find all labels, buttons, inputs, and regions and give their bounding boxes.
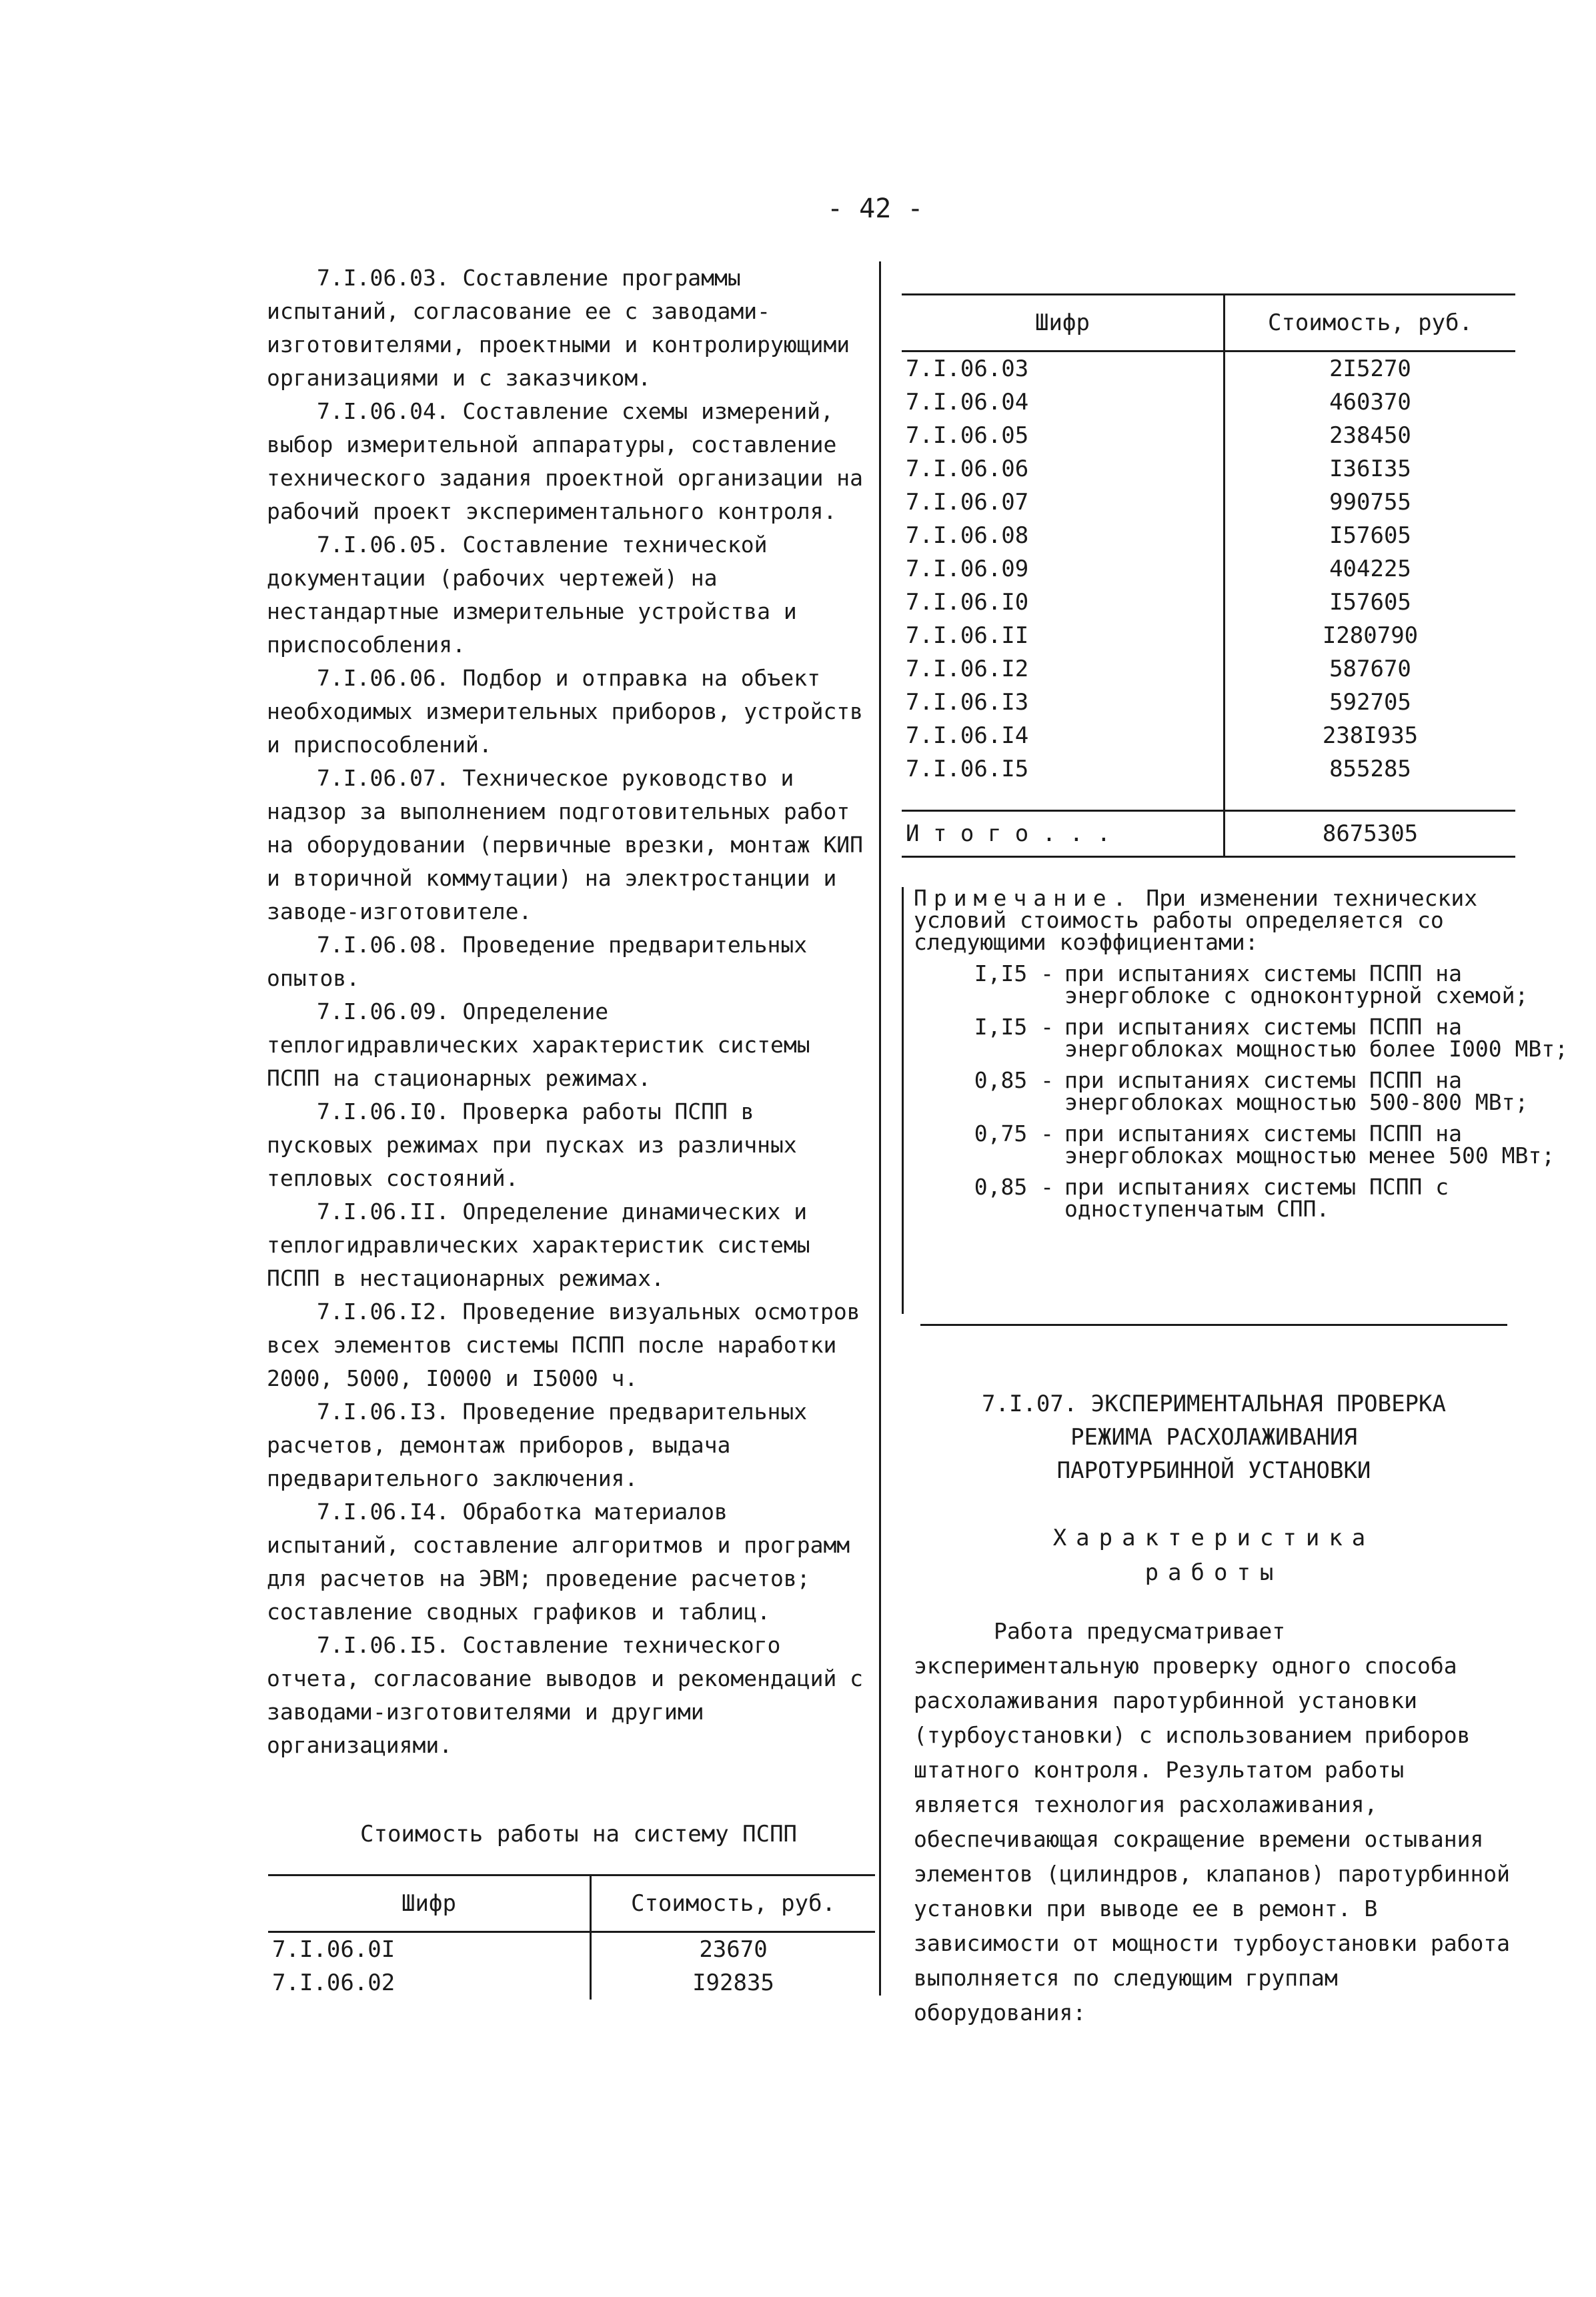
row-cost: 238450 — [1329, 422, 1411, 449]
paragraph-7-1-06-10: 7.I.06.I0. Проверка работы ПСПП в пусковых режимах при пусках из различных тепловых состояний. — [267, 1098, 797, 1191]
paragraph-7-1-06-04: 7.I.06.04. Составление схемы измерений, выбор измерительной аппаратуры, составление технического задания проектной организации на рабочий проект экспериментального контроля. — [267, 398, 864, 524]
paragraph-7-1-06-05: 7.I.06.05. Составление технической документации (рабочих чертежей) на нестандартные измерительные устройства и приспособления. — [267, 532, 797, 658]
row-code: 7.I.06.02 — [268, 1966, 591, 2000]
subheading-line: Характеристика — [1052, 1525, 1375, 1551]
paragraph-7-1-06-09: 7.I.06.09. Определение теплогидравлических характеристик системы ПСПП на стационарных режимах. — [267, 998, 810, 1091]
cost-table-left — [268, 1874, 875, 2000]
note-item-text: при испытаниях системы ПСПП на энергоблоках мощностью менее 500 МВт; — [1064, 1120, 1555, 1169]
row-cost: 592705 — [1329, 689, 1411, 716]
note-coef: I,I5 - — [974, 960, 1054, 986]
table-header-code: Шифр — [902, 295, 1225, 351]
section-heading-line: РЕЖИМА РАСХОЛАЖИВАНИЯ — [1070, 1424, 1357, 1451]
paragraph-7-1-06-13: 7.I.06.I3. Проведение предварительных расчетов, демонтаж приборов, выдача предварительного заключения. — [267, 1399, 808, 1491]
row-cost: 587670 — [1329, 656, 1411, 682]
table-total-row — [902, 811, 1515, 857]
table-row — [902, 486, 1515, 519]
table-row — [902, 552, 1515, 586]
paragraph-7-1-06-06: 7.I.06.06. Подбор и отправка на объект необходимых измерительных приборов, устройств и приспособлений. — [267, 665, 864, 758]
note-block — [914, 887, 1574, 1220]
row-code: 7.I.06.0I — [268, 1932, 591, 1967]
row-cost: I36I35 — [1329, 456, 1411, 482]
body-paragraph: Работа предусматривает экспериментальную проверку одного способа расхолаживания паротурбинной установки (турбоустановки) с использованием приборов штатного контроля. Результатом работы является технология расхолаживания, обеспечивающая сокращение времени остывания элементов (цилиндров, клапанов) паротурбинной установки при выводе ее в ремонт. В зависимости от мощности турбоустановки работа выполняется по следующим группам оборудования: — [914, 1618, 1511, 2026]
table-row — [902, 452, 1515, 486]
row-code: 7.I.06.I3 — [902, 686, 1225, 719]
paragraph-7-1-06-14: 7.I.06.I4. Обработка материалов испытаний, составление алгоритмов и программ для расчетов на ЭВМ; проведение расчетов; составление сводных графиков и таблиц. — [267, 1499, 850, 1625]
row-code: 7.I.06.05 — [902, 419, 1225, 452]
paragraph-7-1-06-07: 7.I.06.07. Техническое руководство и надзор за выполнением подготовительных работ на оборудовании (первичные врезки, монтаж КИП и вторичной коммутации) на электростанции и заводе-изготовителе. — [267, 765, 864, 924]
left-column — [267, 261, 870, 1762]
row-code: 7.I.06.08 — [902, 519, 1225, 552]
column-divider — [879, 261, 881, 1996]
note-coef: I,I5 - — [974, 1014, 1054, 1040]
table-row — [902, 351, 1515, 386]
row-code: 7.I.06.I4 — [902, 719, 1225, 752]
note-item-text: при испытаниях системы ПСПП с одноступенчатым СПП. — [1064, 1174, 1449, 1222]
total-label: И т о г о . . . — [902, 811, 1225, 857]
table-row — [902, 386, 1515, 419]
row-cost: 460370 — [1329, 389, 1411, 416]
note-item — [914, 1122, 1574, 1167]
subheading — [914, 1521, 1514, 1590]
section-rule — [920, 1324, 1507, 1326]
note-title: Примечание. — [914, 885, 1133, 911]
table-row — [902, 586, 1515, 619]
row-code: 7.I.06.06 — [902, 452, 1225, 486]
row-cost: 855285 — [1329, 756, 1411, 782]
note-item — [914, 962, 1574, 1006]
row-cost: I92835 — [692, 1970, 774, 1996]
note-item-text: при испытаниях системы ПСПП на энергоблоках мощностью более I000 МВт; — [1064, 1014, 1568, 1062]
row-code: 7.I.06.I2 — [902, 652, 1225, 686]
note-item-text: при испытаниях системы ПСПП на энергоблоках мощностью 500-800 МВт; — [1064, 1067, 1529, 1115]
table-row — [902, 652, 1515, 686]
table-row — [902, 519, 1515, 552]
table-header-cost: Стоимость, руб. — [591, 1875, 876, 1932]
note-item — [914, 1069, 1574, 1113]
note-item — [914, 1176, 1574, 1220]
note-text: При изменении технических условий стоимость работы определяется со следующими коэффициентами: — [914, 885, 1478, 955]
table-row — [902, 419, 1515, 452]
row-cost: 990755 — [1329, 489, 1411, 516]
row-cost: 2I5270 — [1329, 355, 1411, 382]
table-spacer-row — [902, 786, 1515, 811]
paragraph-7-1-06-15: 7.I.06.I5. Составление технического отчета, согласование выводов и рекомендаций с заводами-изготовителями и другими организациями. — [267, 1632, 864, 1758]
row-cost: I280790 — [1322, 622, 1419, 649]
cost-table-right — [902, 293, 1515, 858]
row-cost: 238I935 — [1322, 722, 1419, 749]
row-code: 7.I.06.I0 — [902, 586, 1225, 619]
note-coef: 0,75 - — [974, 1120, 1054, 1146]
table-row — [902, 686, 1515, 719]
paragraph-7-1-06-08: 7.I.06.08. Проведение предварительных опытов. — [267, 932, 808, 991]
row-code: 7.I.06.I5 — [902, 752, 1225, 786]
section-heading — [914, 1387, 1514, 1487]
row-code: 7.I.06.09 — [902, 552, 1225, 586]
note-coef: 0,85 - — [974, 1174, 1054, 1200]
table-header-code: Шифр — [268, 1875, 591, 1932]
page-number: - 42 - — [827, 193, 924, 224]
table-row — [902, 752, 1515, 786]
table-row — [268, 1966, 875, 2000]
paragraph-7-1-06-03: 7.I.06.03. Составление программы испытаний, согласование ее с заводами-изготовителями, проектными и контролирующими организациями и с заказчиком. — [267, 265, 850, 391]
subheading-line: работы — [1144, 1559, 1283, 1586]
table-row — [268, 1932, 875, 1967]
row-code: 7.I.06.II — [902, 619, 1225, 652]
row-cost: 23670 — [699, 1936, 768, 1963]
paragraph-7-1-06-11: 7.I.06.II. Определение динамических и теплогидравлических характеристик системы ПСПП в нестационарных режимах. — [267, 1199, 810, 1291]
table-row — [902, 619, 1515, 652]
section-heading-line: 7.I.07. ЭКСПЕРИМЕНТАЛЬНАЯ ПРОВЕРКА — [982, 1391, 1446, 1417]
note-coef: 0,85 - — [974, 1067, 1054, 1093]
row-cost: I57605 — [1329, 589, 1411, 616]
row-code: 7.I.06.07 — [902, 486, 1225, 519]
note-item-text: при испытаниях системы ПСПП на энергоблоке с одноконтурной схемой; — [1064, 960, 1529, 1008]
table-row — [902, 719, 1515, 752]
row-cost: 404225 — [1329, 556, 1411, 582]
paragraph-7-1-06-12: 7.I.06.I2. Проведение визуальных осмотров всех элементов системы ПСПП после наработки 2000, 5000, I0000 и I5000 ч. — [267, 1299, 860, 1391]
total-value: 8675305 — [1225, 811, 1516, 857]
row-code: 7.I.06.03 — [902, 351, 1225, 386]
row-code: 7.I.06.04 — [902, 386, 1225, 419]
note-item — [914, 1016, 1574, 1060]
table-header-cost: Стоимость, руб. — [1225, 295, 1516, 351]
row-cost: I57605 — [1329, 522, 1411, 549]
note-divider — [902, 887, 904, 1314]
section-heading-line: ПАРОТУРБИННОЙ УСТАНОВКИ — [1056, 1457, 1371, 1484]
body-text — [914, 1614, 1514, 2030]
cost-caption: Стоимость работы на систему ПСПП — [360, 1821, 798, 1847]
